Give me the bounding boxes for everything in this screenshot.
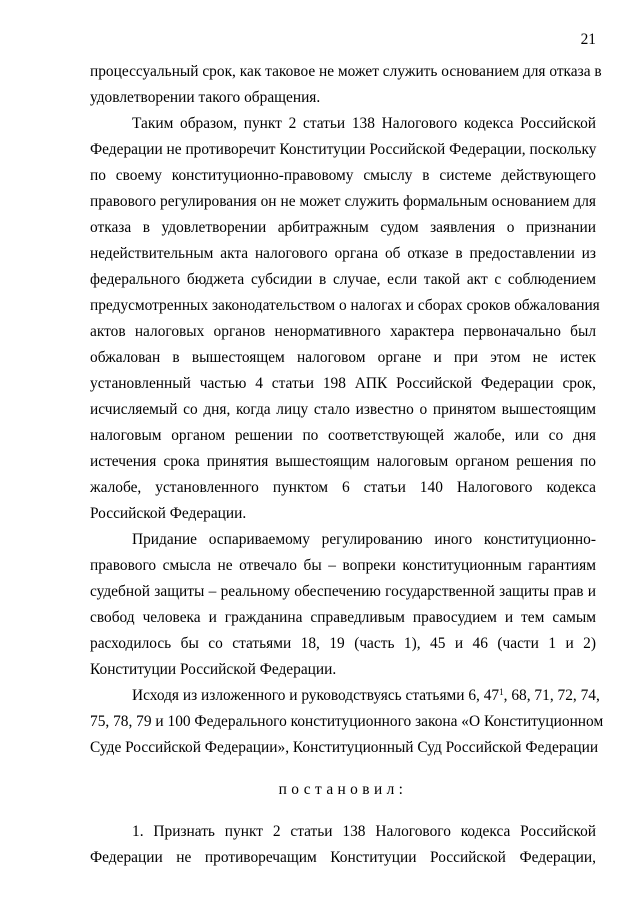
paragraph-first-line: 1. Признать пункт 2 статьи 138 Налогового кодекса Российской [132, 823, 596, 840]
text-line: истечения срока принятия вышестоящим налоговым органом решения по [90, 453, 596, 470]
text-line: налоговым органом решении по соответствующей жалобе, или со дня [90, 427, 596, 444]
resolution-heading: постановил: [278, 781, 408, 798]
text-line: отказа в удовлетворении арбитражным судом заявления о признании [90, 219, 596, 236]
text-line: судебной защиты – реальному обеспечению государственной защиты прав и [90, 583, 596, 600]
text-line: свобод человека и гражданина справедливым правосудием и тем самым [90, 609, 596, 626]
text-line: расходилось бы со статьями 18, 19 (часть 1), 45 и 46 (части 1 и 2) [90, 635, 596, 652]
footnote-marker: 1 [499, 687, 504, 697]
text-line: Конституции Российской Федерации. [90, 661, 337, 678]
text-line: актов налоговых органов ненормативного характера первоначально был [90, 323, 596, 340]
text-line: предусмотренных законодательством о налогах и сборах сроков обжалования [90, 297, 600, 314]
text-line: Суде Российской Федерации», Конституционный Суд Российской Федерации [90, 739, 599, 756]
text-line: процессуальный срок, как таковое не может служить основанием для отказа в [90, 63, 602, 80]
text-line: Российской Федерации. [90, 505, 247, 522]
text-line: обжалован в вышестоящем налоговом органе и при этом не истек [90, 349, 596, 366]
text-line: по своему конституционно-правовому смыслу в системе действующего [90, 167, 596, 184]
text-line: установленный частью 4 статьи 198 АПК Российской Федерации срок, [90, 375, 596, 392]
page-number: 21 [580, 31, 596, 48]
paragraph-first-line: Придание оспариваемому регулированию иного конституционно- [132, 531, 596, 548]
text-line: исчисляемый со дня, когда лицу стало известно о принятом вышестоящим [90, 401, 596, 418]
text-segment: Исходя из изложенного и руководствуясь статьями 6, 47 [132, 687, 500, 704]
text-line: 75, 78, 79 и 100 Федерального конституционного закона «О Конституционном [90, 713, 604, 730]
text-line: правового смысла не отвечало бы – вопреки конституционным гарантиям [90, 557, 596, 574]
text-line: недействительным акта налогового органа об отказе в предоставлении из [90, 245, 596, 262]
text-line: Федерации не противоречащим Конституции Российской Федерации, [90, 849, 596, 866]
text-line: федерального бюджета субсидии в случае, если такой акт с соблюдением [90, 271, 596, 288]
text-line: жалобе, установленного пунктом 6 статьи 140 Налогового кодекса [90, 479, 596, 496]
text-segment: , 68, 71, 72, 74, [503, 687, 600, 704]
text-line: Федерации не противоречит Конституции Российской Федерации, поскольку [90, 141, 597, 158]
paragraph-first-line [132, 686, 600, 706]
paragraph-first-line: Таким образом, пункт 2 статьи 138 Налогового кодекса Российской [132, 115, 596, 132]
text-line: правового регулирования он не может служить формальным основанием для [90, 193, 596, 210]
text-line: удовлетворении такого обращения. [90, 89, 321, 106]
